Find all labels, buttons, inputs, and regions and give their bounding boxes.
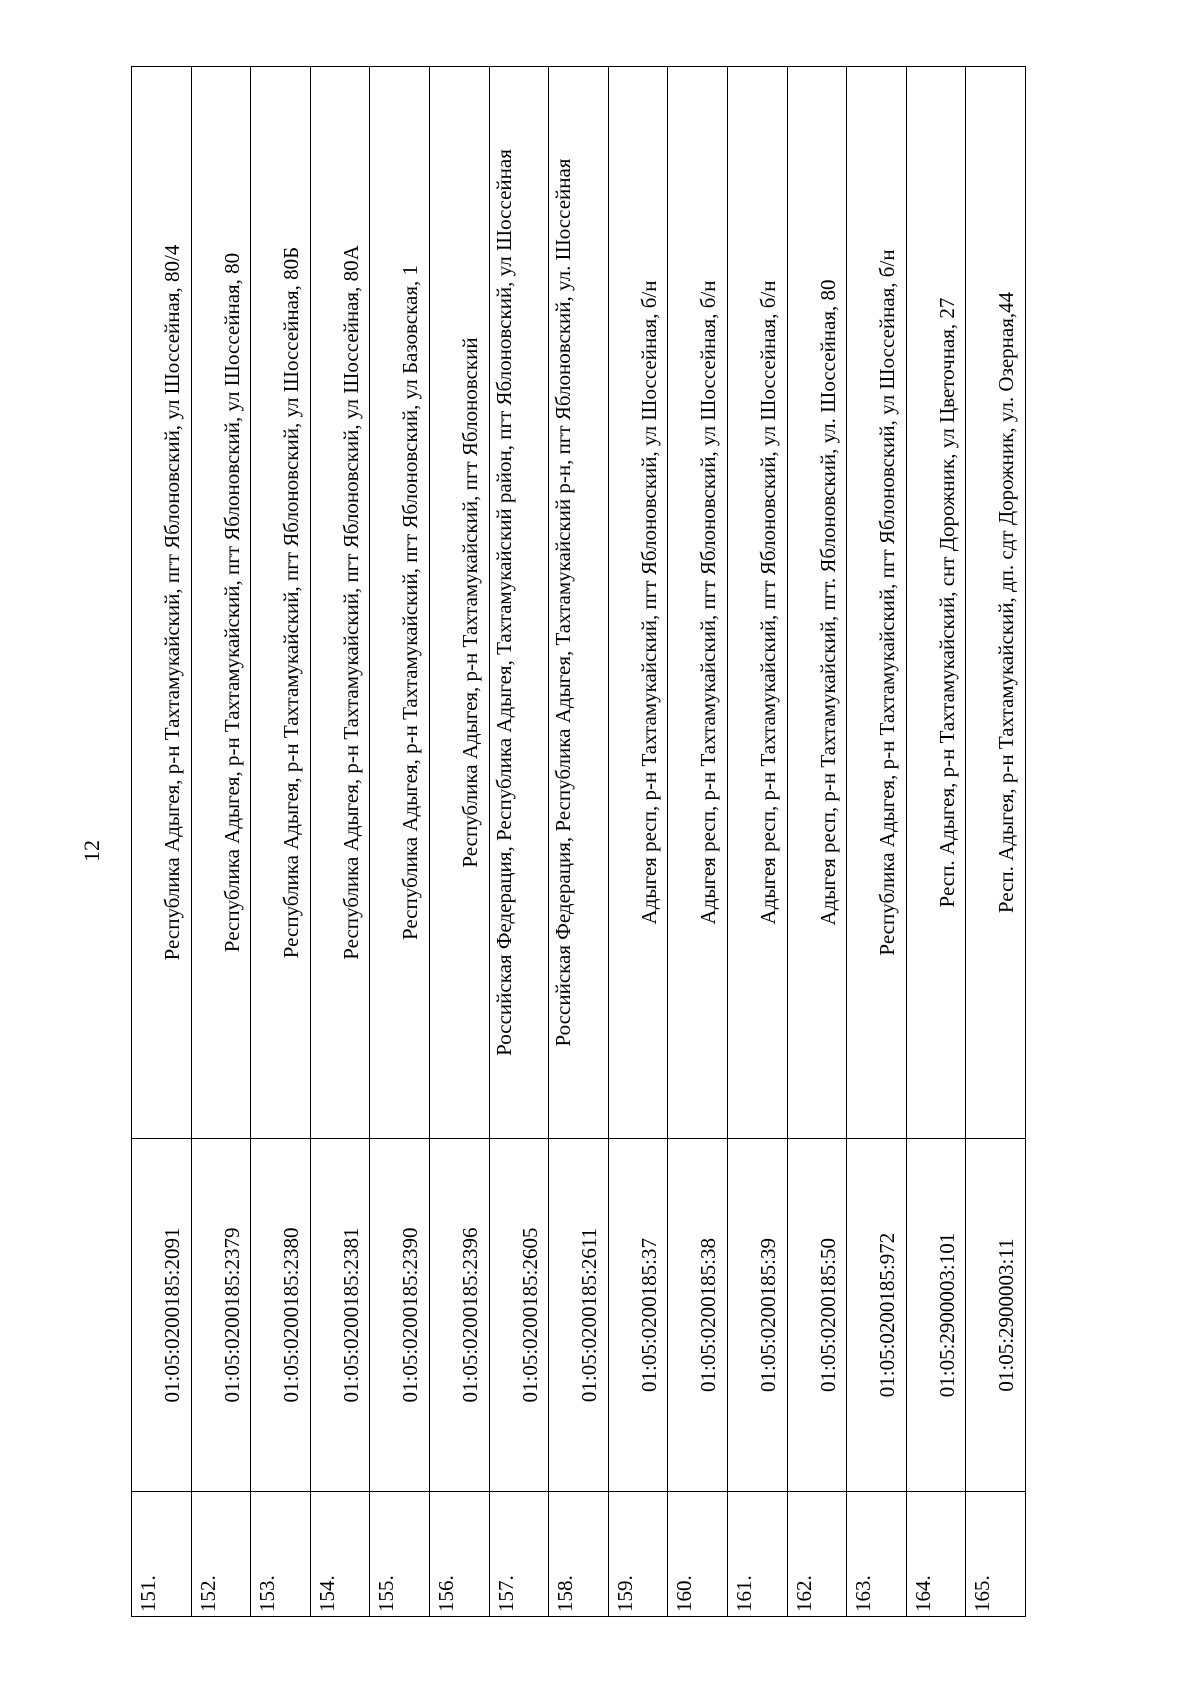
address: Республика Адыгея, р-н Тахтамукайский, пгт Яблоновский, ул Шоссейная, б/н xyxy=(847,67,907,1139)
cadastral-number: 01:05:2900003:101 xyxy=(906,1139,966,1492)
address: Республика Адыгея, р-н Тахтамукайский, пгт Яблоновский, ул Шоссейная, 80/4 xyxy=(132,67,192,1139)
cadastral-number: 01:05:2900003:11 xyxy=(966,1139,1026,1492)
address: Респ. Адыгея, р-н Тахтамукайский, дп. сдт Дорожник, ул. Озерная,44 xyxy=(966,67,1026,1139)
row-number: 155. xyxy=(370,1492,430,1617)
address: Российская Федерация, Республика Адыгея, Тахтамукайский район, пгт Яблоновский, ул Шоссейная xyxy=(489,67,549,1139)
row-number: 161. xyxy=(727,1492,787,1617)
address: Республика Адыгея, р-н Тахтамукайский, пгт Яблоновский, ул Базовская, 1 xyxy=(370,67,430,1139)
cadastral-number: 01:05:0200185:2381 xyxy=(310,1139,370,1492)
row-number: 165. xyxy=(966,1492,1026,1617)
cadastral-number: 01:05:0200185:2091 xyxy=(132,1139,192,1492)
address: Адыгея респ, р-н Тахтамукайский, пгт Яблоновский, ул Шоссейная, б/н xyxy=(608,67,668,1139)
cadastral-number: 01:05:0200185:2380 xyxy=(251,1139,311,1492)
table-container xyxy=(131,67,1026,1617)
row-number: 158. xyxy=(549,1492,609,1617)
cadastral-number: 01:05:0200185:2605 xyxy=(489,1139,549,1492)
table-row xyxy=(847,67,907,1617)
land-plots-table xyxy=(131,66,1026,1617)
address: Адыгея респ, р-н Тахтамукайский, пгт Яблоновский, ул Шоссейная, б/н xyxy=(668,67,728,1139)
address: Адыгея респ, р-н Тахтамукайский, пгт Яблоновский, ул Шоссейная, б/н xyxy=(727,67,787,1139)
cadastral-number: 01:05:0200185:972 xyxy=(847,1139,907,1492)
row-number: 156. xyxy=(429,1492,489,1617)
table-row xyxy=(489,67,549,1617)
address: Республика Адыгея, р-н Тахтамукайский, пгт Яблоновский xyxy=(429,67,489,1139)
row-number: 160. xyxy=(668,1492,728,1617)
address: Республика Адыгея, р-н Тахтамукайский, пгт Яблоновский, ул Шоссейная, 80А xyxy=(310,67,370,1139)
row-number: 152. xyxy=(191,1492,251,1617)
table-row xyxy=(310,67,370,1617)
table-row xyxy=(966,67,1026,1617)
cadastral-number: 01:05:0200185:2396 xyxy=(429,1139,489,1492)
page-number: 12 xyxy=(79,840,104,862)
table-row xyxy=(191,67,251,1617)
cadastral-number: 01:05:0200185:38 xyxy=(668,1139,728,1492)
table-row xyxy=(251,67,311,1617)
row-number: 154. xyxy=(310,1492,370,1617)
cadastral-number: 01:05:0200185:2379 xyxy=(191,1139,251,1492)
table-row xyxy=(370,67,430,1617)
address: Российская Федерация, Республика Адыгея, Тахтамукайский р-н, пгт Яблоновский, ул. Шоссейная xyxy=(549,67,609,1139)
cadastral-number: 01:05:0200185:37 xyxy=(608,1139,668,1492)
row-number: 153. xyxy=(251,1492,311,1617)
cadastral-number: 01:05:0200185:50 xyxy=(787,1139,847,1492)
row-number: 162. xyxy=(787,1492,847,1617)
address: Республика Адыгея, р-н Тахтамукайский, пгт Яблоновский, ул Шоссейная, 80 xyxy=(191,67,251,1139)
table-row xyxy=(906,67,966,1617)
table-row xyxy=(132,67,192,1617)
cadastral-number: 01:05:0200185:39 xyxy=(727,1139,787,1492)
address: Респ. Адыгея, р-н Тахтамукайский, снт Дорожник, ул Цветочная, 27 xyxy=(906,67,966,1139)
cadastral-number: 01:05:0200185:2611 xyxy=(549,1139,609,1492)
table-row xyxy=(549,67,609,1617)
row-number: 159. xyxy=(608,1492,668,1617)
table-row xyxy=(787,67,847,1617)
row-number: 164. xyxy=(906,1492,966,1617)
address: Республика Адыгея, р-н Тахтамукайский, пгт Яблоновский, ул Шоссейная, 80Б xyxy=(251,67,311,1139)
row-number: 163. xyxy=(847,1492,907,1617)
table-row xyxy=(727,67,787,1617)
address: Адыгея респ, р-н Тахтамукайский, пгт. Яблоновский, ул. Шоссейная, 80 xyxy=(787,67,847,1139)
table-row xyxy=(608,67,668,1617)
table-row xyxy=(668,67,728,1617)
table-row xyxy=(429,67,489,1617)
cadastral-number: 01:05:0200185:2390 xyxy=(370,1139,430,1492)
row-number: 151. xyxy=(132,1492,192,1617)
row-number: 157. xyxy=(489,1492,549,1617)
